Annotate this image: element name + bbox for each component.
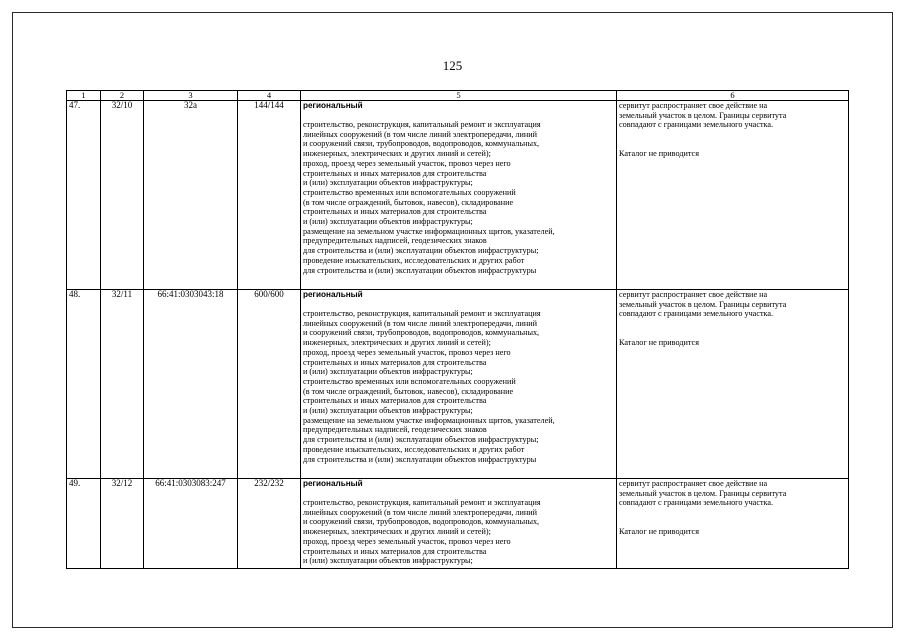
- purpose-line: инженерных, электрических и других линий и сетей);: [303, 338, 491, 348]
- purpose-line: проход, проезд через земельный участок, провоз через него: [303, 158, 511, 168]
- note-line: совпадают с границами земельного участка.: [619, 498, 774, 508]
- purpose-line: строительных и иных материалов для строительства: [303, 168, 487, 178]
- servitude-kind: региональный: [303, 290, 363, 299]
- area-value: 232/232: [238, 479, 301, 569]
- purpose-line: строительство временных или вспомогательных сооружений: [303, 187, 516, 197]
- servitude-note-cell: [617, 101, 849, 290]
- servitude-table: [66, 90, 849, 569]
- purpose-line: инженерных, электрических и других линий и сетей);: [303, 527, 491, 537]
- cadastral-number: 66:41:0303043:18: [144, 290, 238, 479]
- column-header: 4: [238, 91, 301, 101]
- note-spacer: [619, 319, 846, 338]
- note-line: земельный участок в целом. Границы сервитута: [619, 488, 787, 498]
- note-line: сервитут распространяет свое действие на: [619, 290, 768, 299]
- servitude-note-cell: [617, 479, 849, 569]
- column-header: 3: [144, 91, 238, 101]
- purpose-line: линейных сооружений (в том числе линий электропередачи, линий: [303, 507, 538, 517]
- column-header: 5: [301, 91, 617, 101]
- purpose-line: предупредительных надписей, геодезических знаков: [303, 425, 487, 435]
- area-value: 144/144: [238, 101, 301, 290]
- purpose-line: (в том числе ограждений, бытовок, навесов), складирование: [303, 197, 514, 207]
- purpose-line: для строительства и (или) эксплуатации объектов инфраструктуры;: [303, 435, 539, 445]
- purpose-line: и (или) эксплуатации объектов инфраструктуры;: [303, 217, 473, 227]
- servitude-kind: региональный: [303, 479, 363, 488]
- purpose-line: и сооружений связи, трубопроводов, водопроводов, коммунальных,: [303, 139, 540, 149]
- note-spacer: [619, 508, 846, 527]
- purpose-line: и сооружений связи, трубопроводов, водопроводов, коммунальных,: [303, 517, 540, 527]
- servitude-kind: региональный: [303, 101, 363, 110]
- purpose-line: строительство, реконструкция, капитальный ремонт и эксплуатация: [303, 498, 541, 507]
- cadastral-number: 32а: [144, 101, 238, 290]
- page-number: 125: [442, 58, 463, 73]
- purpose-line: и (или) эксплуатации объектов инфраструктуры;: [303, 367, 473, 377]
- catalog-note: Каталог не приводится: [619, 527, 699, 537]
- purpose-line: линейных сооружений (в том числе линий электропередачи, линий: [303, 129, 538, 139]
- note-line: совпадают с границами земельного участка.: [619, 309, 774, 319]
- servitude-purpose-cell: [301, 101, 617, 290]
- servitude-id: 32/12: [101, 479, 144, 569]
- purpose-line: предупредительных надписей, геодезических знаков: [303, 236, 487, 246]
- servitude-purpose-cell: [301, 479, 617, 569]
- row-number: 48.: [67, 290, 101, 479]
- purpose-line: для строительства и (или) эксплуатации объектов инфраструктуры: [303, 265, 537, 275]
- purpose-line: проведение изыскательских, исследовательских и других работ: [303, 255, 525, 265]
- purpose-line: строительство, реконструкция, капитальный ремонт и эксплуатация: [303, 120, 541, 129]
- purpose-line: размещение на земельном участке информационных щитов, указателей,: [303, 415, 555, 425]
- purpose-line: и (или) эксплуатации объектов инфраструктуры;: [303, 406, 473, 416]
- purpose-line: строительных и иных материалов для строительства: [303, 207, 487, 217]
- note-spacer: [619, 130, 846, 149]
- purpose-line: и (или) эксплуатации объектов инфраструктуры;: [303, 556, 473, 566]
- column-header: 6: [617, 91, 849, 101]
- purpose-line: строительных и иных материалов для строительства: [303, 396, 487, 406]
- column-header: 2: [101, 91, 144, 101]
- table-row: [67, 290, 849, 479]
- purpose-line: для строительства и (или) эксплуатации объектов инфраструктуры;: [303, 246, 539, 256]
- note-line: земельный участок в целом. Границы сервитута: [619, 110, 787, 120]
- note-line: сервитут распространяет свое действие на: [619, 479, 768, 488]
- servitude-purpose-cell: [301, 290, 617, 479]
- purpose-line: проход, проезд через земельный участок, провоз через него: [303, 347, 511, 357]
- purpose-line: (в том числе ограждений, бытовок, навесов), складирование: [303, 386, 514, 396]
- note-line: сервитут распространяет свое действие на: [619, 101, 768, 110]
- table-row: [67, 479, 849, 569]
- catalog-note: Каталог не приводится: [619, 149, 699, 159]
- servitude-id: 32/10: [101, 101, 144, 290]
- area-value: 600/600: [238, 290, 301, 479]
- servitude-note-cell: [617, 290, 849, 479]
- purpose-line: строительных и иных материалов для строительства: [303, 357, 487, 367]
- purpose-line: строительство временных или вспомогательных сооружений: [303, 376, 516, 386]
- purpose-line: проход, проезд через земельный участок, провоз через него: [303, 536, 511, 546]
- purpose-line: строительных и иных материалов для строительства: [303, 546, 487, 556]
- purpose-line: линейных сооружений (в том числе линий электропередачи, линий: [303, 318, 538, 328]
- note-line: совпадают с границами земельного участка.: [619, 120, 774, 130]
- purpose-line: строительство, реконструкция, капитальный ремонт и эксплуатация: [303, 309, 541, 318]
- purpose-line: для строительства и (или) эксплуатации объектов инфраструктуры: [303, 454, 537, 464]
- table-row: [67, 101, 849, 290]
- note-line: земельный участок в целом. Границы сервитута: [619, 299, 787, 309]
- catalog-note: Каталог не приводится: [619, 338, 699, 348]
- row-number: 49.: [67, 479, 101, 569]
- purpose-line: проведение изыскательских, исследовательских и других работ: [303, 444, 525, 454]
- servitude-id: 32/11: [101, 290, 144, 479]
- purpose-line: инженерных, электрических и других линий и сетей);: [303, 149, 491, 159]
- purpose-line: размещение на земельном участке информационных щитов, указателей,: [303, 226, 555, 236]
- header-row: [67, 91, 849, 101]
- cadastral-number: 66:41:0303083:247: [144, 479, 238, 569]
- purpose-line: и сооружений связи, трубопроводов, водопроводов, коммунальных,: [303, 328, 540, 338]
- row-number: 47.: [67, 101, 101, 290]
- column-header: 1: [67, 91, 101, 101]
- purpose-line: и (или) эксплуатации объектов инфраструктуры;: [303, 178, 473, 188]
